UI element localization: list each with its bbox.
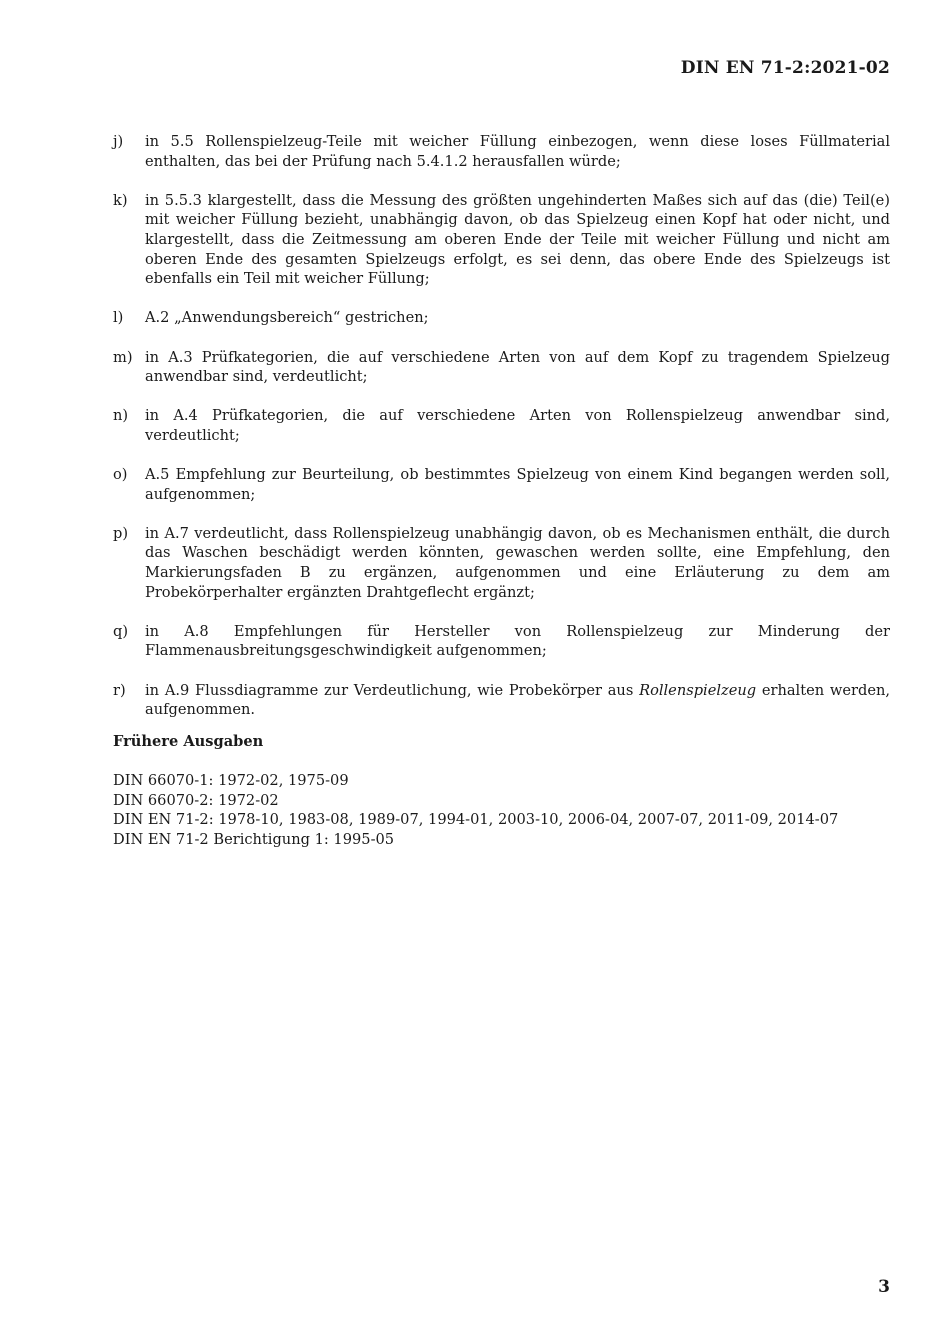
list-item-l <box>113 308 890 328</box>
list-marker: j) <box>113 133 124 150</box>
list-item-text: in A.4 Prüfkategorien, die auf verschiedene Arten von Rollenspielzeug anwendbar sind, verdeutlicht; <box>145 407 890 444</box>
document-body <box>113 132 890 849</box>
list-item-text-after: erhalten werden, aufgenommen. <box>145 681 890 719</box>
list-item-q <box>113 622 890 661</box>
list-item-text: A.2 „Anwendungsbereich“ gestrichen; <box>145 309 429 327</box>
list-marker: n) <box>113 407 129 425</box>
list-marker: m) <box>113 348 133 366</box>
list-item-r <box>113 681 890 720</box>
list-item-text <box>145 681 890 720</box>
list-item-text: in A.3 Prüfkategorien, die auf verschiedene Arten von auf dem Kopf zu tragendem Spielzeug anwendbar sind, verdeutlicht; <box>145 348 890 386</box>
earlier-editions-heading: Frühere Ausgaben <box>113 732 264 750</box>
list-item-text: in A.7 verdeutlicht, dass Rollenspielzeug unabhängig davon, ob es Mechanismen enthält, die durch das Waschen beschädigt werden könnten, gewaschen werden sollte, eine Empfehlung, den Markierungsfaden B zu ergänzen, aufgenommen und eine Erläuterung zu dem am Probekörperhalter ergänzten Drahtgeflecht ergänzt; <box>145 524 890 601</box>
list-item-o <box>113 465 890 504</box>
list-item-m <box>113 348 890 387</box>
list-item-text-italic: Rollenspielzeug <box>639 681 757 699</box>
list-item-j <box>113 132 890 171</box>
page-number: 3 <box>878 1277 890 1297</box>
list-item-text: in 5.5 Rollenspielzeug-Teile mit weicher Füllung einbezogen, wenn diese loses Füllmaterial enthalten, das bei der Prüfung nach 5.4.1.2 herausfallen würde; <box>145 133 890 170</box>
list-item-n <box>113 406 890 445</box>
list-item-k <box>113 191 890 289</box>
list-marker: p) <box>113 524 129 542</box>
list-item-text: in 5.5.3 klargestellt, dass die Messung des größten ungehinderten Maßes sich auf das (die) Teil(e) mit weicher Füllung bezieht, unabhängig davon, ob das Spielzeug einen Kopf hat oder nicht, und klargestellt, dass die Zeitmessung am oberen Ende der Teile mit weicher Füllung und nicht am oberen Ende des gesamten Spielzeugs erfolgt, es sei denn, das obere Ende des Spielzeugs ist ebenfalls ein Teil mit weicher Füllung; <box>145 191 890 288</box>
list-item-text-before: in A.9 Flussdiagramme zur Verdeutlichung, wie Probekörper aus <box>145 681 640 699</box>
edition-line: DIN EN 71-2: 1978-10, 1983-08, 1989-07, 1994-01, 2003-10, 2006-04, 2007-07, 2011-09, 2014-07 <box>113 811 839 829</box>
list-item-text: in A.8 Empfehlungen für Hersteller von Rollenspielzeug zur Minderung der Flammenausbreitungsgeschwindigkeit aufgenommen; <box>145 622 890 660</box>
list-marker: r) <box>113 681 126 699</box>
earlier-editions-list <box>113 771 890 849</box>
list-item-text: A.5 Empfehlung zur Beurteilung, ob bestimmtes Spielzeug von einem Kind begangen werden soll, aufgenommen; <box>145 466 890 503</box>
edition-line: DIN 66070-2: 1972-02 <box>113 791 279 809</box>
list-marker: k) <box>113 191 128 209</box>
edition-line: DIN EN 71-2 Berichtigung 1: 1995-05 <box>113 830 395 848</box>
edition-line: DIN 66070-1: 1972-02, 1975-09 <box>113 772 349 789</box>
list-item-p <box>113 524 890 602</box>
list-marker: l) <box>113 309 124 327</box>
document-id-header: DIN EN 71-2:2021-02 <box>680 58 890 78</box>
list-marker: q) <box>113 622 129 640</box>
list-marker: o) <box>113 466 128 484</box>
